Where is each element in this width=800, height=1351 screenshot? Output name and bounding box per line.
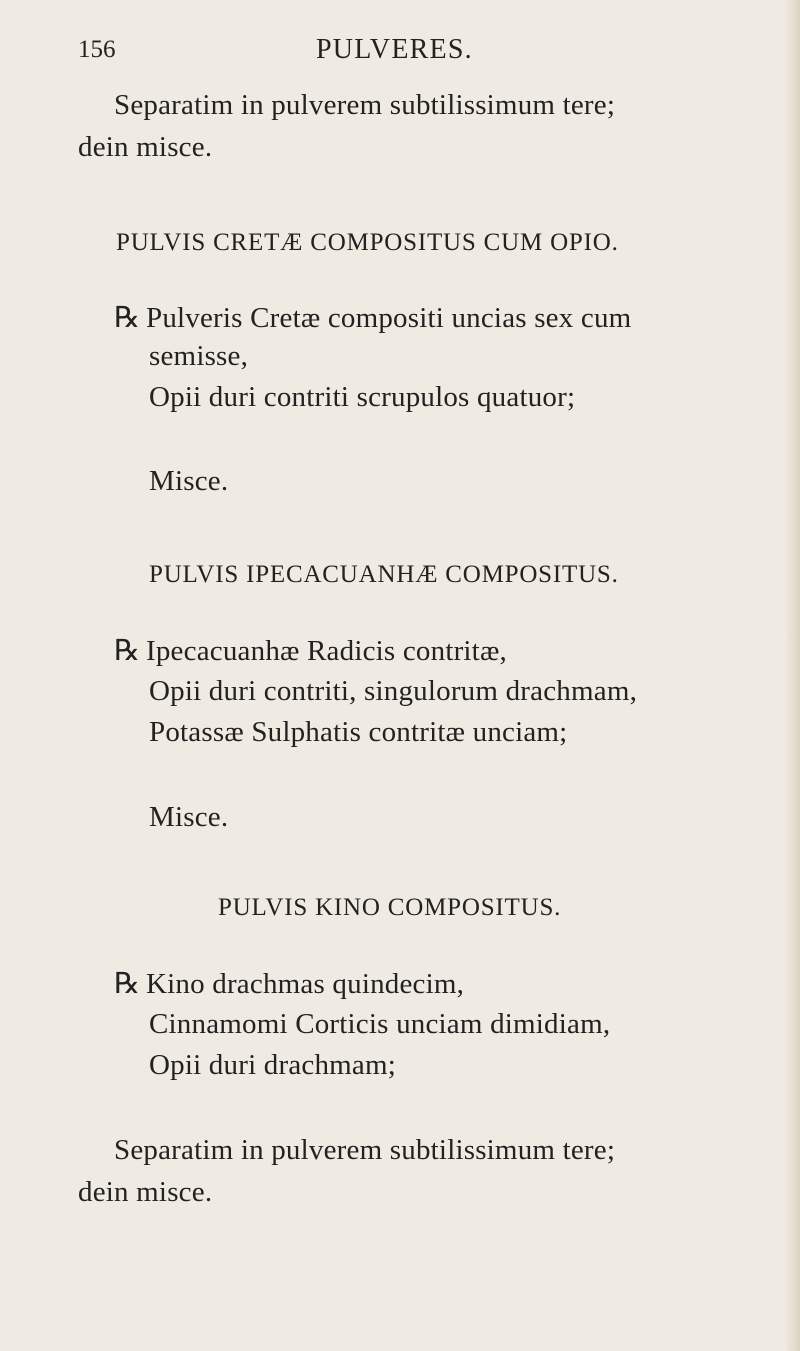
ingredient-line: Potassæ Sulphatis contritæ unciam; <box>149 716 568 748</box>
recipe-direction: Misce. <box>149 465 229 497</box>
ingredient-line: Opii duri contriti scrupulos quatuor; <box>149 381 576 413</box>
recipe-direction: Separatim in pulverem subtilissimum tere; <box>114 1134 616 1166</box>
recipe-direction: dein misce. <box>78 1176 213 1208</box>
ingredient-line: ℞ Pulveris Cretæ compositi uncias sex cum <box>114 302 632 334</box>
recipe-direction: Misce. <box>149 801 229 833</box>
recipe-title-creta: PULVIS CRETÆ COMPOSITUS CUM OPIO. <box>116 229 619 256</box>
intro-line-2: dein misce. <box>78 131 213 163</box>
ingredient-line: semisse, <box>149 340 249 372</box>
ingredient-line: Opii duri drachmam; <box>149 1049 397 1081</box>
ingredient-line: ℞ Ipecacuanhæ Radicis contritæ, <box>114 635 507 667</box>
ingredient-line: Cinnamomi Corticis unciam dimidiam, <box>149 1008 611 1040</box>
recipe-symbol: ℞ <box>114 635 141 667</box>
recipe-symbol: ℞ <box>114 302 141 334</box>
recipe-title-ipecacuanha: PULVIS IPECACUANHÆ COMPOSITUS. <box>149 561 619 588</box>
ingredient-line: Opii duri contriti, singulorum drachmam, <box>149 675 638 707</box>
running-title: PULVERES. <box>316 34 473 65</box>
recipe-symbol: ℞ <box>114 968 141 1000</box>
page-edge <box>786 0 800 1351</box>
intro-line-1: Separatim in pulverem subtilissimum tere; <box>114 89 616 121</box>
ingredient-line: ℞ Kino drachmas quindecim, <box>114 968 465 1000</box>
page-number: 156 <box>78 36 116 63</box>
recipe-title-kino: PULVIS KINO COMPOSITUS. <box>218 894 562 921</box>
